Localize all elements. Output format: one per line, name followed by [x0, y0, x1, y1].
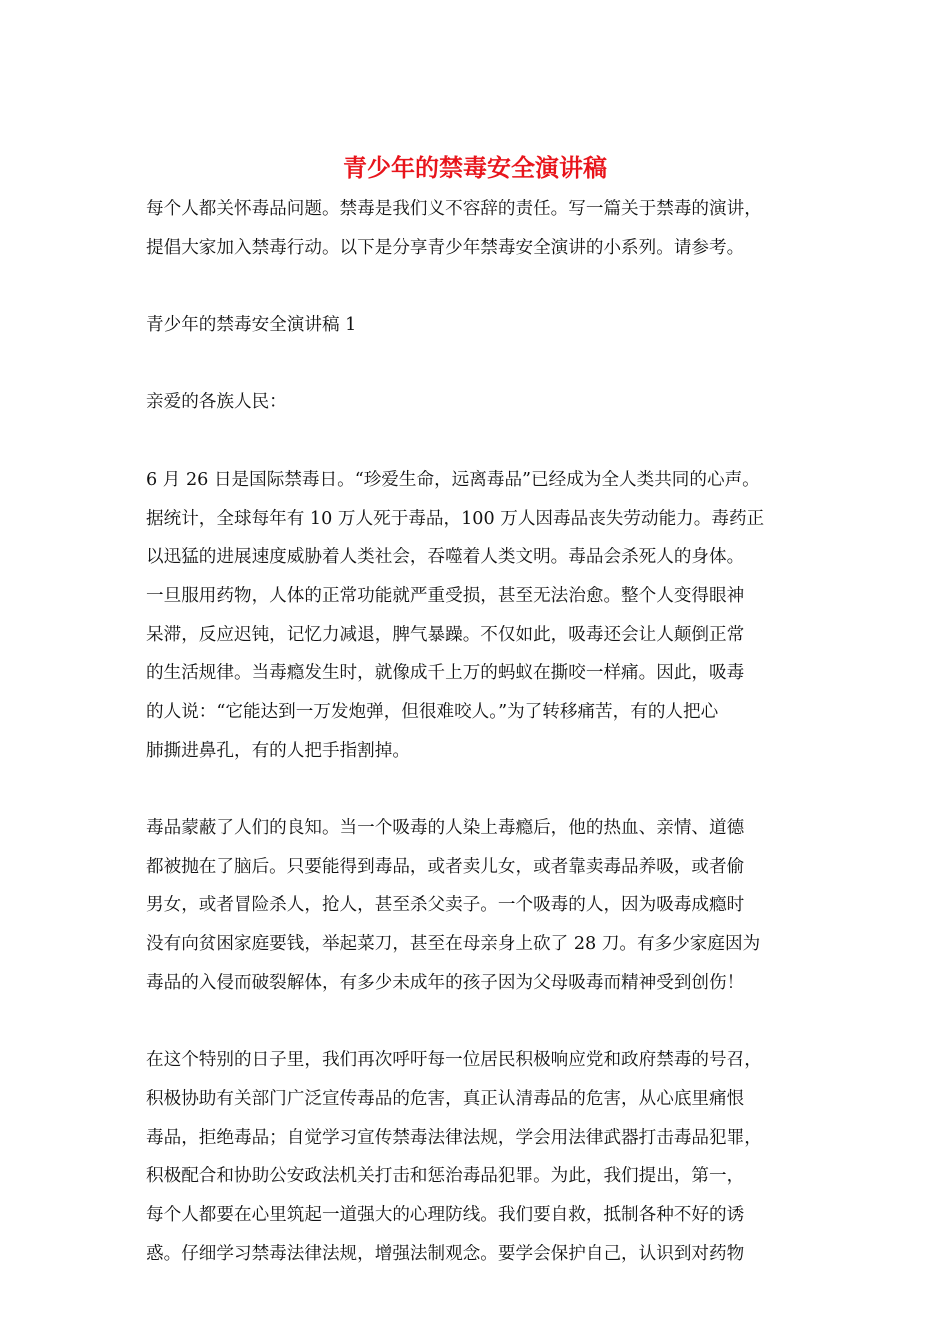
document-body: [146, 190, 814, 1273]
text-line: 男女，或者冒险杀人，抢人，甚至杀父卖子。一个吸毒的人，因为吸毒成瘾时: [146, 895, 745, 916]
text-line: 据统计，全球每年有 10 万人死于毒品，100 万人因毒品丧失劳动能力。毒药正: [146, 508, 765, 529]
text-line: 肺撕进鼻孔，有的人把手指割掉。: [146, 740, 410, 761]
paragraph-gap: [146, 267, 814, 306]
paragraph-gap: [146, 345, 814, 384]
text-line: 以迅猛的进展速度威胁着人类社会，吞噬着人类文明。毒品会杀死人的身体。: [146, 547, 745, 568]
paragraph-gap: [146, 422, 814, 461]
paragraph-2: [146, 809, 814, 1002]
intro-paragraph: [146, 190, 814, 267]
text-line: 提倡大家加入禁毒行动。以下是分享青少年禁毒安全演讲的小系列。请参考。: [146, 237, 745, 258]
section-heading: 青少年的禁毒安全演讲稿 1: [146, 315, 357, 336]
paragraph-gap: [146, 1002, 814, 1041]
text-line: 呆滞，反应迟钝，记忆力减退，脾气暴躁。不仅如此，吸毒还会让人颠倒正常: [146, 624, 745, 645]
text-line: 每个人都关怀毒品问题。禁毒是我们义不容辞的责任。写一篇关于禁毒的演讲，: [146, 199, 762, 219]
paragraph-1: [146, 461, 814, 771]
text-line: 毒品的入侵而破裂解体，有多少未成年的孩子因为父母吸毒而精神受到创伤！: [146, 972, 745, 993]
text-line: 没有向贫困家庭要钱，举起菜刀，甚至在母亲身上砍了 28 刀。有多少家庭因为: [146, 934, 761, 955]
text-line: 都被抛在了脑后。只要能得到毒品，或者卖儿女，或者靠卖毒品养吸，或者偷: [146, 856, 745, 877]
text-line: 毒品蒙蔽了人们的良知。当一个吸毒的人染上毒瘾后，他的热血、亲情、道德: [146, 818, 745, 838]
text-line: 的生活规律。当毒瘾发生时，就像成千上万的蚂蚁在撕咬一样痛。因此，吸毒: [146, 663, 745, 684]
text-line: 惑。仔细学习禁毒法律法规，增强法制观念。要学会保护自己，认识到对药物: [146, 1243, 745, 1264]
text-line: 毒品，拒绝毒品；自觉学习宣传禁毒法律法规，学会用法律武器打击毒品犯罪，: [146, 1127, 762, 1148]
text-line: 每个人都要在心里筑起一道强大的心理防线。我们要自救，抵制各种不好的诱: [146, 1204, 745, 1225]
paragraph-3: [146, 1041, 814, 1273]
paragraph-gap: [146, 770, 814, 809]
text-line: 在这个特别的日子里，我们再次呼吁每一位居民积极响应党和政府禁毒的号召，: [146, 1050, 762, 1071]
text-line: 6 月 26 日是国际禁毒日。“珍爱生命，远离毒品”已经成为全人类共同的心声。: [146, 469, 760, 490]
document-title: 青少年的禁毒安全演讲稿: [343, 153, 607, 182]
text-line: 积极配合和协助公安政法机关打击和惩治毒品犯罪。为此，我们提出，第一，: [146, 1166, 745, 1187]
text-line: 的人说：“它能达到一万发炮弹，但很难咬人。”为了转移痛苦，有的人把心: [146, 701, 719, 722]
text-line: 积极协助有关部门广泛宣传毒品的危害，真正认清毒品的危害，从心底里痛恨: [146, 1088, 745, 1109]
salutation: 亲爱的各族人民：: [146, 392, 287, 413]
text-line: 一旦服用药物，人体的正常功能就严重受损，甚至无法治愈。整个人变得眼神: [146, 585, 745, 606]
